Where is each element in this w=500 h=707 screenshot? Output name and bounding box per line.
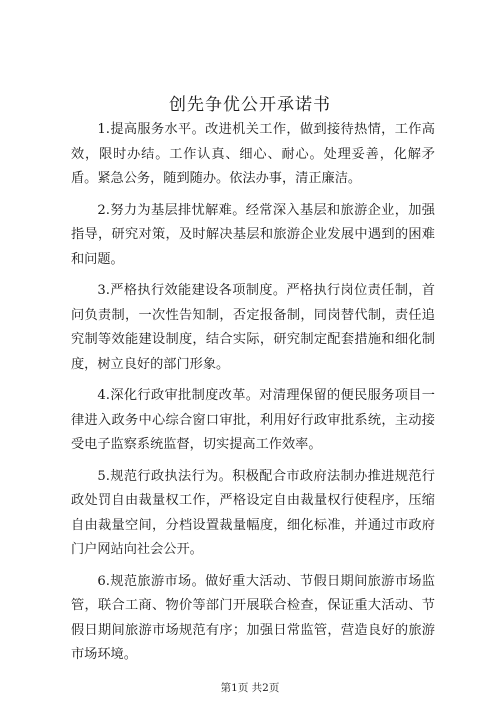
paragraph-3: 3.严格执行效能建设各项制度。严格执行岗位责任制，首问负责制，一次性告知制，否定报备制，同岗替代制，责任追究制等效能建设制度，结合实际，研究制定配套措施和细化制度，树立良好的部门形象。 — [71, 283, 435, 372]
paragraph-6: 6.规范旅游市场。做好重大活动、节假日期间旅游市场监管，联合工商、物价等部门开展联合检查，保证重大活动、节假日期间旅游市场规范有序；加强日常监管，营造良好的旅游市场环境。 — [71, 573, 435, 662]
paragraph-5: 5.规范行政执法行为。积极配合市政府法制办推进规范行政处罚自由裁量权工作，严格设定自由裁量权行使程序，压缩自由裁量空间，分档设置裁量幅度，细化标准，并通过市政府门户网站向社会公开。 — [71, 468, 435, 557]
paragraph-2: 2.努力为基层排忧解难。经常深入基层和旅游企业，加强指导，研究对策，及时解决基层和旅游企业发展中遇到的困难和问题。 — [71, 202, 435, 267]
page-footer: 第1页 共2页 — [220, 682, 280, 694]
document-title: 创先争优公开承诺书 — [169, 95, 331, 115]
paragraph-1: 1.提高服务水平。改进机关工作，做到接待热情，工作高效，限时办结。工作认真、细心、耐心。处理妥善，化解矛盾。紧急公务，随到随办。依法办事，清正廉洁。 — [71, 122, 435, 186]
document-body — [71, 118, 435, 675]
paragraph-4: 4.深化行政审批制度改革。对清理保留的便民服务项目一律进入政务中心综合窗口审批，利用好行政审批系统，主动接受电子监察系统监督，切实提高工作效率。 — [71, 388, 435, 452]
